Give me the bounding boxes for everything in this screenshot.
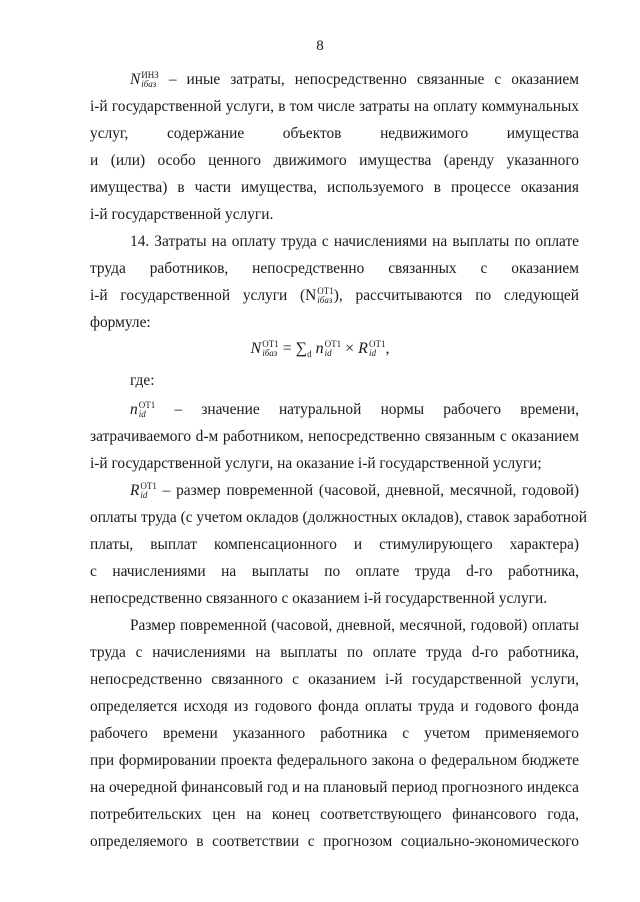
text-line: оплаты труда (с учетом окладов (должностных окладов), ставок заработной: [90, 509, 587, 526]
text-line: i-й государственной услуги, в том числе затраты на оплату коммунальных: [90, 98, 579, 115]
text-line: рабочего времени указанного работника с учетом применяемого: [90, 725, 579, 742]
page-number: 8: [316, 38, 324, 54]
text-line: имущества) в части имущества, используемого в процессе оказания: [90, 179, 579, 196]
text-line: с начислениями на выплаты по оплате труда d-го работника,: [90, 563, 579, 580]
text-line: платы, выплат компенсационного и стимулирующего характера): [90, 536, 579, 553]
text-line: непосредственно связанного с оказанием i-й государственной услуги,: [90, 671, 579, 688]
text-line: при формировании проекта федерального закона о федеральном бюджете: [90, 752, 579, 769]
text-line: труда работников, непосредственно связанных с оказанием: [90, 260, 579, 277]
definition-n-line-1: n ОТ1 id – значение натуральной нормы рабочего времени,: [130, 400, 579, 420]
text-line: услуг, содержание объектов недвижимого имущества: [90, 125, 579, 142]
text-line: непосредственно связанного с оказанием i-й государственной услуги.: [90, 590, 548, 607]
text-line: определяемого в соответствии с прогнозом социально-экономического: [90, 833, 579, 850]
text-line: и (или) особо ценного движимого имущества (аренду указанного: [90, 152, 579, 169]
text-line: формуле:: [90, 314, 151, 331]
formula-not1: N ОТ1 iбаз = $\sum_d$ n ОТ1 id × R ОТ1 id ,: [250, 339, 390, 360]
item-14-line-1: 14. Затраты на оплату труда с начислениями на выплаты по оплате: [130, 233, 579, 250]
symbol-n-izn: N ИНЗ iбаз: [130, 70, 159, 90]
definition-r-line-1: R ОТ1 id – размер повременной (часовой, дневной, месячной, годовой): [130, 481, 579, 501]
definition-nizn-line-1: N ИНЗ iбаз – иные затраты, непосредственно связанные с оказанием: [130, 70, 579, 90]
text-line: потребительских цен на конец соответствующего финансового года,: [90, 806, 579, 823]
symbol-r-ot1: R ОТ1 id: [130, 481, 157, 501]
paragraph-line-1: Размер повременной (часовой, дневной, месячной, годовой) оплаты: [130, 617, 579, 634]
item-14-line-3: i-й государственной услуги (N ОТ1 iбаз ), рассчитываются по следующей: [90, 286, 579, 306]
text-line: труда с начислениями на выплаты по оплате труда d-го работника,: [90, 644, 579, 661]
symbol-n-ot1: n ОТ1 id: [130, 400, 156, 420]
text-line: i-й государственной услуги.: [90, 206, 274, 223]
text-line: затрачиваемого d-м работником, непосредственно связанным с оказанием: [90, 428, 579, 445]
text-line: на очередной финансовый год и на плановый период прогнозного индекса: [90, 779, 579, 796]
where-label: где:: [130, 372, 155, 389]
text-line: i-й государственной услуги, на оказание i-й государственной услуги;: [90, 455, 542, 472]
text-line: определяется исходя из годового фонда оплаты труда и годового фонда: [90, 698, 579, 715]
